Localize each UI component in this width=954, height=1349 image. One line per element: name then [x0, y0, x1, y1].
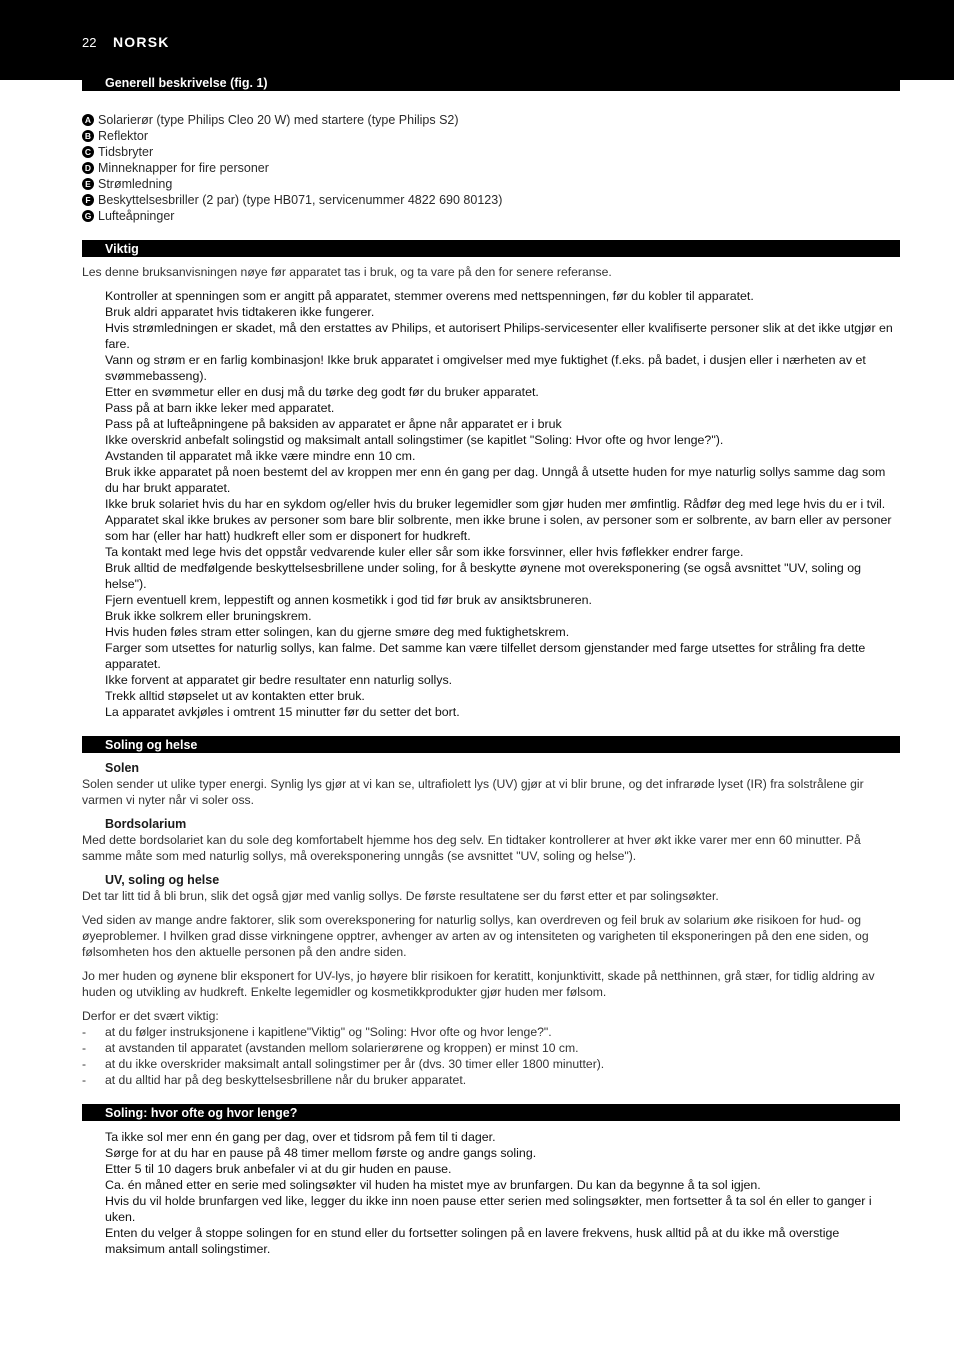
list-item: Vann og strøm er en farlig kombinasjon! Ikke bruk apparatet i omgivelser med mye fuktighet (f.eks. på badet, i dusjen eller i nærheten av et svømmebasseng).: [105, 353, 866, 383]
page-number: 22: [82, 35, 97, 50]
list-item: Sørge for at du har en pause på 48 timer mellom første og andre gangs soling.: [105, 1146, 537, 1160]
list-item: Bruk ikke solkrem eller bruningskrem.: [105, 609, 312, 623]
list-item: La apparatet avkjøles i omtrent 15 minutter før du setter det bort.: [105, 705, 460, 719]
section-heading-important: Viktig: [82, 240, 900, 257]
how-often-list: [82, 1129, 900, 1257]
list-item: [82, 1024, 900, 1040]
list-item: Ta kontakt med lege hvis det oppstår vedvarende kuler eller sår som ikke forsvinner, eller hvis føflekker endrer farge.: [105, 545, 744, 559]
important-list: [82, 288, 900, 720]
part-text: Strømledning: [98, 177, 173, 191]
list-item: Avstanden til apparatet må ikke være mindre enn 10 cm.: [105, 449, 416, 463]
letter-badge: C: [82, 146, 94, 158]
list-item: Etter 5 til 10 dagers bruk anbefaler vi at du gir huden en pause.: [105, 1162, 452, 1176]
list-item: Farger som utsettes for naturlig sollys, kan falme. Det samme kan være tilfellet dersom gjenstander med farge utsettes for stråling fra dette apparatet.: [105, 641, 866, 671]
list-item: [82, 1072, 900, 1088]
document-content: [82, 74, 900, 1257]
list-item: [82, 208, 900, 224]
language-label: NORSK: [113, 34, 170, 50]
list-item: [82, 1056, 900, 1072]
section-heading-how-often: Soling: hvor ofte og hvor lenge?: [82, 1104, 900, 1121]
letter-badge: E: [82, 178, 94, 190]
letter-badge: F: [82, 194, 94, 206]
page-header-bar: [0, 0, 954, 80]
part-text: Solarierør (type Philips Cleo 20 W) med startere (type Philips S2): [98, 113, 459, 127]
list-item: Ikke overskrid anbefalt solingstid og maksimalt antall solingstimer (se kapitlet "Soling: Hvor ofte og hvor lenge?").: [105, 433, 724, 447]
list-item: Hvis du vil holde brunfargen ved like, legger du ikke inn noen pause etter serien med solingsøkter, men fortsetter å ta sol én eller to ganger i uken.: [105, 1194, 872, 1224]
letter-badge: B: [82, 130, 94, 142]
uv-paragraph-1: Det tar litt tid å bli brun, slik det også gjør med vanlig sollys. De første resultatene ser du først etter et par solingsøkter.: [82, 889, 719, 903]
dash-list: [82, 1024, 900, 1088]
list-item: Hvis strømledningen er skadet, må den erstattes av Philips, et autorisert Philips-servicesenter eller kvalifiserte personer slik at det ikke utgjør en fare.: [105, 321, 893, 351]
uv-paragraph-2: Ved siden av mange andre faktorer, slik som overeksponering for naturlig sollys, kan overdreven og feil bruk av solarium øke risikoen for hud- og øyeproblemer. I hvilken grad disse virkningene opptrer, avhenger av arten av og intensiteten og varigheten til eksponeringen på den ene siden, og følsomheten hos den aktuelle personen på den andre siden.: [82, 913, 869, 959]
dash-text: at avstanden til apparatet (avstanden mellom solarierørene og kroppen) er minst 10 cm.: [105, 1041, 579, 1055]
list-item: Ca. én måned etter en serie med solingsøkter vil huden ha mistet mye av brunfargen. Du kan da begynne å ta sol igjen.: [105, 1178, 761, 1192]
list-item: [82, 112, 900, 128]
list-item: [82, 160, 900, 176]
table-solarium-paragraph: Med dette bordsolariet kan du sole deg komfortabelt hjemme hos deg selv. En tidtaker kontrollerer at hver økt ikke varer mer enn 60 minutter. På samme måte som med naturlig sollys, må overeksponering unngås (se avsnittet "UV, soling og helse").: [82, 833, 861, 863]
dash-text: at du alltid har på deg beskyttelsesbrillene når du bruker apparatet.: [105, 1073, 467, 1087]
list-item: [82, 192, 900, 208]
dash-mark: -: [82, 1057, 87, 1071]
list-item: Kontroller at spenningen som er angitt på apparatet, stemmer overens med nettspenningen, før du kobler til apparatet.: [105, 289, 754, 303]
intro-paragraph: Les denne bruksanvisningen nøye før apparatet tas i bruk, og ta vare på den for senere referanse.: [82, 265, 612, 279]
subheading-sun: Solen: [105, 761, 140, 775]
list-item: Trekk alltid støpselet ut av kontakten etter bruk.: [105, 689, 365, 703]
dash-mark: -: [82, 1073, 87, 1087]
section-heading-general: Generell beskrivelse (fig. 1): [82, 74, 900, 91]
sun-paragraph: Solen sender ut ulike typer energi. Synlig lys gjør at vi kan se, ultrafiolett lys (UV) gjør at vi blir brune, og det infrarøde lyset (IR) fra solstrålene gir varmen vi nyter når vi soler oss.: [82, 777, 864, 807]
letter-badge: A: [82, 114, 94, 126]
part-text: Beskyttelsesbriller (2 par) (type HB071, servicenummer 4822 690 80123): [98, 193, 503, 207]
list-item: Etter en svømmetur eller en dusj må du tørke deg godt før du bruker apparatet.: [105, 385, 539, 399]
list-item: Hvis huden føles stram etter solingen, kan du gjerne smøre deg med fuktighetskrem.: [105, 625, 570, 639]
dash-text: at du følger instruksjonene i kapitlene"Viktig" og "Soling: Hvor ofte og hvor lenge?".: [105, 1025, 552, 1039]
list-item: [82, 128, 900, 144]
list-item: [82, 144, 900, 160]
subheading-uv: UV, soling og helse: [105, 873, 220, 887]
list-item: Ikke forvent at apparatet gir bedre resultater enn naturlig sollys.: [105, 673, 453, 687]
dash-mark: -: [82, 1025, 87, 1039]
list-item: Bruk aldri apparatet hvis tidtakeren ikke fungerer.: [105, 305, 375, 319]
dash-mark: -: [82, 1041, 87, 1055]
part-text: Minneknapper for fire personer: [98, 161, 269, 175]
dash-text: at du ikke overskrider maksimalt antall solingstimer per år (dvs. 30 timer eller 1800 minutter).: [105, 1057, 605, 1071]
uv-paragraph-4: Derfor er det svært viktig:: [82, 1009, 219, 1023]
subheading-table-solarium: Bordsolarium: [105, 817, 187, 831]
list-item: Fjern eventuell krem, leppestift og annen kosmetikk i god tid før bruk av ansiktsbruneren.: [105, 593, 592, 607]
uv-paragraph-3: Jo mer huden og øynene blir eksponert for UV-lys, jo høyere blir risikoen for keratitt, konjunktivitt, skade på netthinnen, grå stær, for tidlig aldring av huden og utvikling av hudkreft. Enkelte legemidler og kosmetikkprodukter gjør huden mer følsom.: [82, 969, 875, 999]
list-item: [82, 1040, 900, 1056]
list-item: Enten du velger å stoppe solingen for en stund eller du fortsetter solingen på en lavere frekvens, husk alltid på at du ikke må overstige maksimum antall solingstimer.: [105, 1226, 840, 1256]
list-item: [82, 176, 900, 192]
letter-badge: G: [82, 210, 94, 222]
parts-list: [82, 112, 900, 224]
list-item: Apparatet skal ikke brukes av personer som bare blir solbrente, men ikke brune i solen, av personer som er solbrente, av barn eller av personer som har (eller har hatt) hudkreft eller som er disponert for hudkreft.: [105, 513, 892, 543]
list-item: Bruk ikke apparatet på noen bestemt del av kroppen mer enn én gang per dag. Unngå å utsette huden for mye naturlig sollys samme dag som du har brukt apparatet.: [105, 465, 886, 495]
letter-badge: D: [82, 162, 94, 174]
part-text: Lufteåpninger: [98, 209, 175, 223]
part-text: Reflektor: [98, 129, 149, 143]
list-item: Pass på at barn ikke leker med apparatet.: [105, 401, 335, 415]
list-item: Pass på at lufteåpningene på baksiden av apparatet er åpne når apparatet er i bruk: [105, 417, 562, 431]
section-heading-health: Soling og helse: [82, 736, 900, 753]
part-text: Tidsbryter: [98, 145, 154, 159]
list-item: Bruk alltid de medfølgende beskyttelsesbrillene under soling, for å beskytte øynene mot overeksponering (se også avsnittet "UV, soling og helse").: [105, 561, 862, 591]
list-item: Ikke bruk solariet hvis du har en sykdom og/eller hvis du bruker legemidler som gjør huden mer ømfintlig. Rådfør deg med lege hvis du er i tvil.: [105, 497, 886, 511]
list-item: Ta ikke sol mer enn én gang per dag, over et tidsrom på fem til ti dager.: [105, 1130, 496, 1144]
